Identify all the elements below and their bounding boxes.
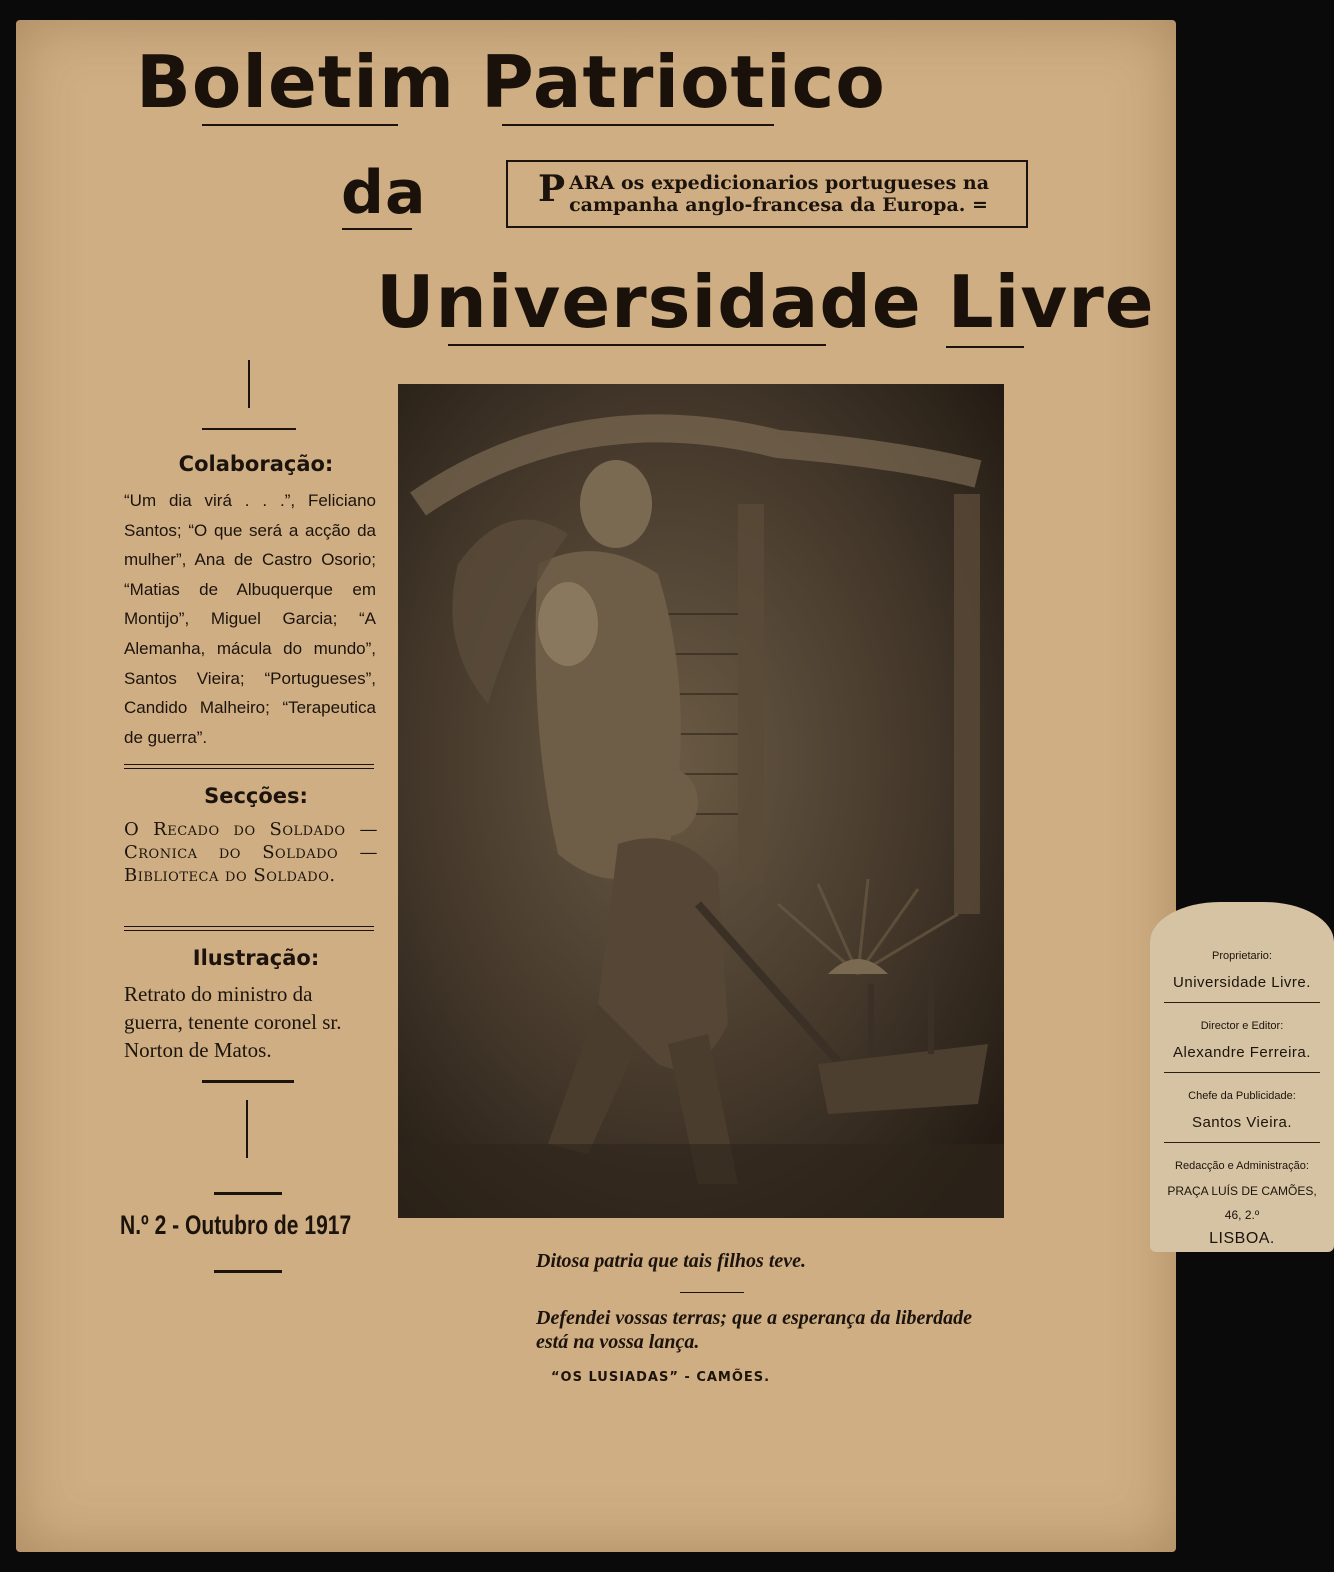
- illustration-text: Retrato do ministro da guerra, tenente coronel sr. Norton de Matos.: [124, 982, 342, 1062]
- director-name: Alexandre Ferreira.: [1173, 1044, 1311, 1061]
- title-underline: [202, 124, 398, 126]
- title-underline: [448, 344, 826, 346]
- info-divider: [1164, 1002, 1320, 1003]
- director-label: Director e Editor:: [1200, 1020, 1284, 1032]
- relief-artwork: [398, 384, 1004, 1218]
- caption-line1: Ditosa patria que tais filhos teve.: [536, 1250, 806, 1272]
- owner-label: Proprietario:: [1212, 950, 1272, 962]
- caption-line2: Defendei vossas terras; que a esperança da liberdade está na vossa lança.: [536, 1307, 973, 1353]
- title-underline: [502, 124, 774, 126]
- sections-text: O Recado do Soldado — Cronica do Soldado — Biblioteca do Soldado.: [124, 819, 378, 886]
- section-divider: [124, 768, 374, 769]
- info-divider: [1164, 1142, 1320, 1143]
- caption-divider: [680, 1292, 744, 1293]
- section-divider: [124, 930, 374, 931]
- ornament-rule: [202, 1080, 294, 1083]
- office-number: 46, 2.º: [1224, 1208, 1260, 1222]
- dedication-initial: P: [538, 168, 566, 210]
- advertising-label: Chefe da Publicidade:: [1188, 1090, 1296, 1102]
- masthead-title-line2: da: [341, 158, 427, 228]
- title-underline: [946, 346, 1024, 348]
- advertising-name: Santos Vieira.: [1191, 1114, 1293, 1131]
- masthead-title-line1: Boletim Patriotico: [136, 40, 886, 124]
- collaboration-heading: Colaboração:: [178, 452, 334, 476]
- ornament-rule: [214, 1192, 282, 1195]
- dedication-text: [538, 168, 1018, 216]
- office-label: Redacção e Administração:: [1175, 1160, 1309, 1172]
- info-divider: [1164, 1072, 1320, 1073]
- dedication-body: ARA os expedicionarios portugueses na campanha anglo-francesa da Europa. =: [569, 172, 990, 216]
- caption-source: “OS LUSIADAS” - CAMÕES.: [551, 1370, 771, 1385]
- owner-name: Universidade Livre.: [1173, 974, 1311, 991]
- publisher-info-panel: [1150, 902, 1334, 1252]
- ornament-rule: [202, 428, 296, 430]
- newspaper-page: [16, 20, 1317, 1552]
- section-divider: [124, 926, 374, 927]
- masthead-title-line3: Universidade Livre: [376, 260, 1155, 344]
- office-address: PRAÇA LUÍS DE CAMÕES,: [1167, 1184, 1317, 1198]
- collaboration-text: “Um dia virá . . .”, Feliciano Santos; “O que será a acção da mulher”, Ana de Castro Osorio; “Matias de Albuquerque em Montijo”, Miguel Garcia; “A Alemanha, mácula do mundo”, Santos Vieira; “Portugueses”, Candido Malheiro; “Terapeutica de guerra”.: [124, 491, 376, 747]
- office-city: LISBOA.: [1209, 1230, 1275, 1247]
- illustration-heading: Ilustração:: [192, 946, 320, 970]
- title-underline: [342, 228, 412, 230]
- ornament-vertical: [246, 1100, 248, 1158]
- sections-heading: Secções:: [204, 784, 308, 808]
- issue-number: N.º 2 - Outubro de 1917: [120, 1210, 352, 1240]
- section-divider: [124, 764, 374, 765]
- ornament-vertical: [248, 360, 250, 408]
- relief-illustration: [398, 384, 1317, 1247]
- ornament-rule: [214, 1270, 282, 1273]
